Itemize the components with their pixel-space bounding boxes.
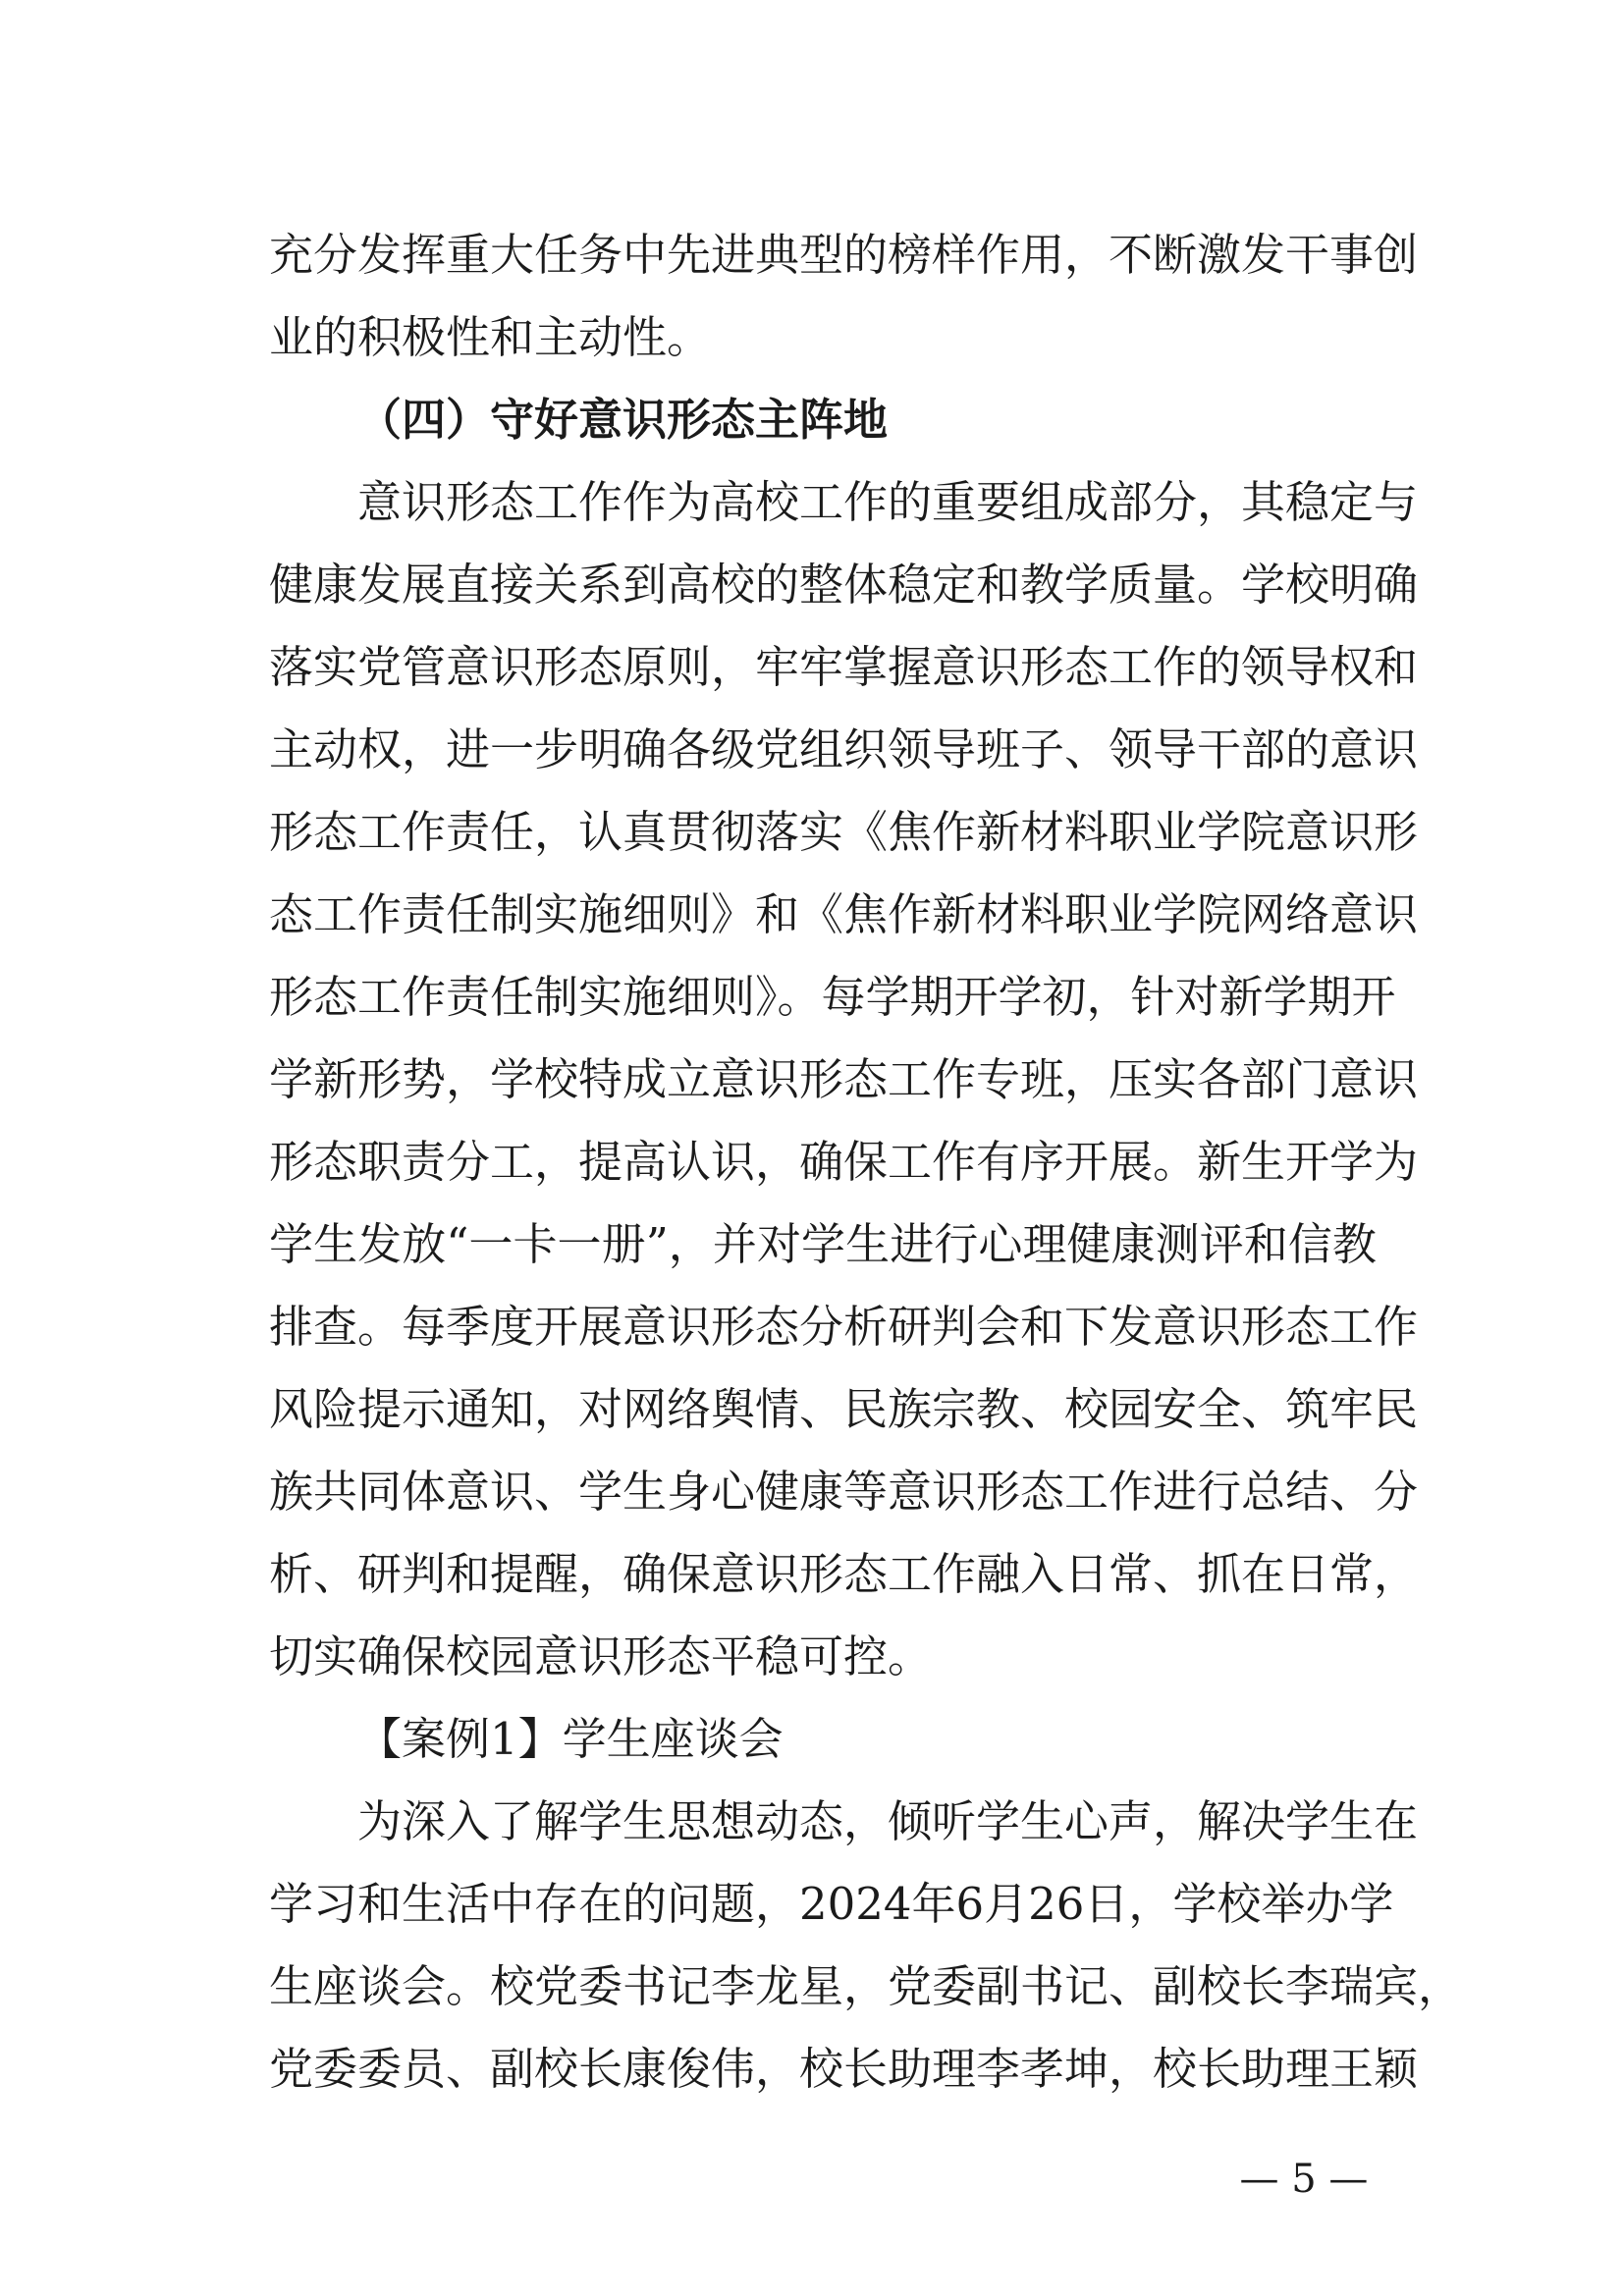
body-line: 生座谈会。校党委书记李龙星，党委副书记、副校长李瑞宾， (269, 1960, 1463, 2012)
body-line: 族共同体意识、学生身心健康等意识形态工作进行总结、分 (269, 1466, 1419, 1518)
page-number: — 5 — (1239, 2157, 1369, 2202)
body-line: 风险提示通知，对网络舆情、民族宗教、校园安全、筑牢民 (269, 1383, 1419, 1435)
body-line: 析、研判和提醒，确保意识形态工作融入日常、抓在日常， (269, 1548, 1419, 1600)
body-line: 形态工作责任，认真贯彻落实《焦作新材料职业学院意识形 (269, 806, 1419, 858)
body-line: 形态工作责任制实施细则》。每学期开学初，针对新学期开 (269, 971, 1396, 1023)
body-line: 党委委员、副校长康俊伟，校长助理李孝坤，校长助理王颖 (269, 2043, 1419, 2095)
body-line: 落实党管意识形态原则，牢牢掌握意识形态工作的领导权和 (269, 641, 1419, 693)
body-line: 健康发展直接关系到高校的整体稳定和教学质量。学校明确 (269, 559, 1419, 611)
paragraph-first-line: 意识形态工作作为高校工作的重要组成部分，其稳定与 (357, 476, 1419, 528)
body-line: 学生发放“一卡一册”，并对学生进行心理健康测评和信教 (269, 1218, 1377, 1270)
paragraph-first-line: 为深入了解学生思想动态，倾听学生心声，解决学生在 (357, 1795, 1419, 1847)
body-line: 充分发挥重大任务中先进典型的榜样作用，不断激发干事创 (269, 229, 1419, 281)
case-heading: 【案例1】学生座谈会 (357, 1713, 784, 1765)
body-line: 学习和生活中存在的问题，2024年6月26日，学校举办学 (269, 1878, 1394, 1930)
body-line: 切实确保校园意识形态平稳可控。 (269, 1630, 933, 1682)
body-line: 态工作责任制实施细则》和《焦作新材料职业学院网络意识 (269, 888, 1419, 940)
body-line: 主动权，进一步明确各级党组织领导班子、领导干部的意识 (269, 723, 1419, 775)
body-line: 形态职责分工，提高认识，确保工作有序开展。新生开学为 (269, 1136, 1419, 1188)
body-line: 排查。每季度开展意识形态分析研判会和下发意识形态工作 (269, 1301, 1419, 1353)
document-body (269, 214, 1463, 2110)
section-heading: （四）守好意识形态主阵地 (357, 394, 889, 446)
body-line: 业的积极性和主动性。 (269, 311, 712, 363)
body-line: 学新形势，学校特成立意识形态工作专班，压实各部门意识 (269, 1053, 1419, 1105)
